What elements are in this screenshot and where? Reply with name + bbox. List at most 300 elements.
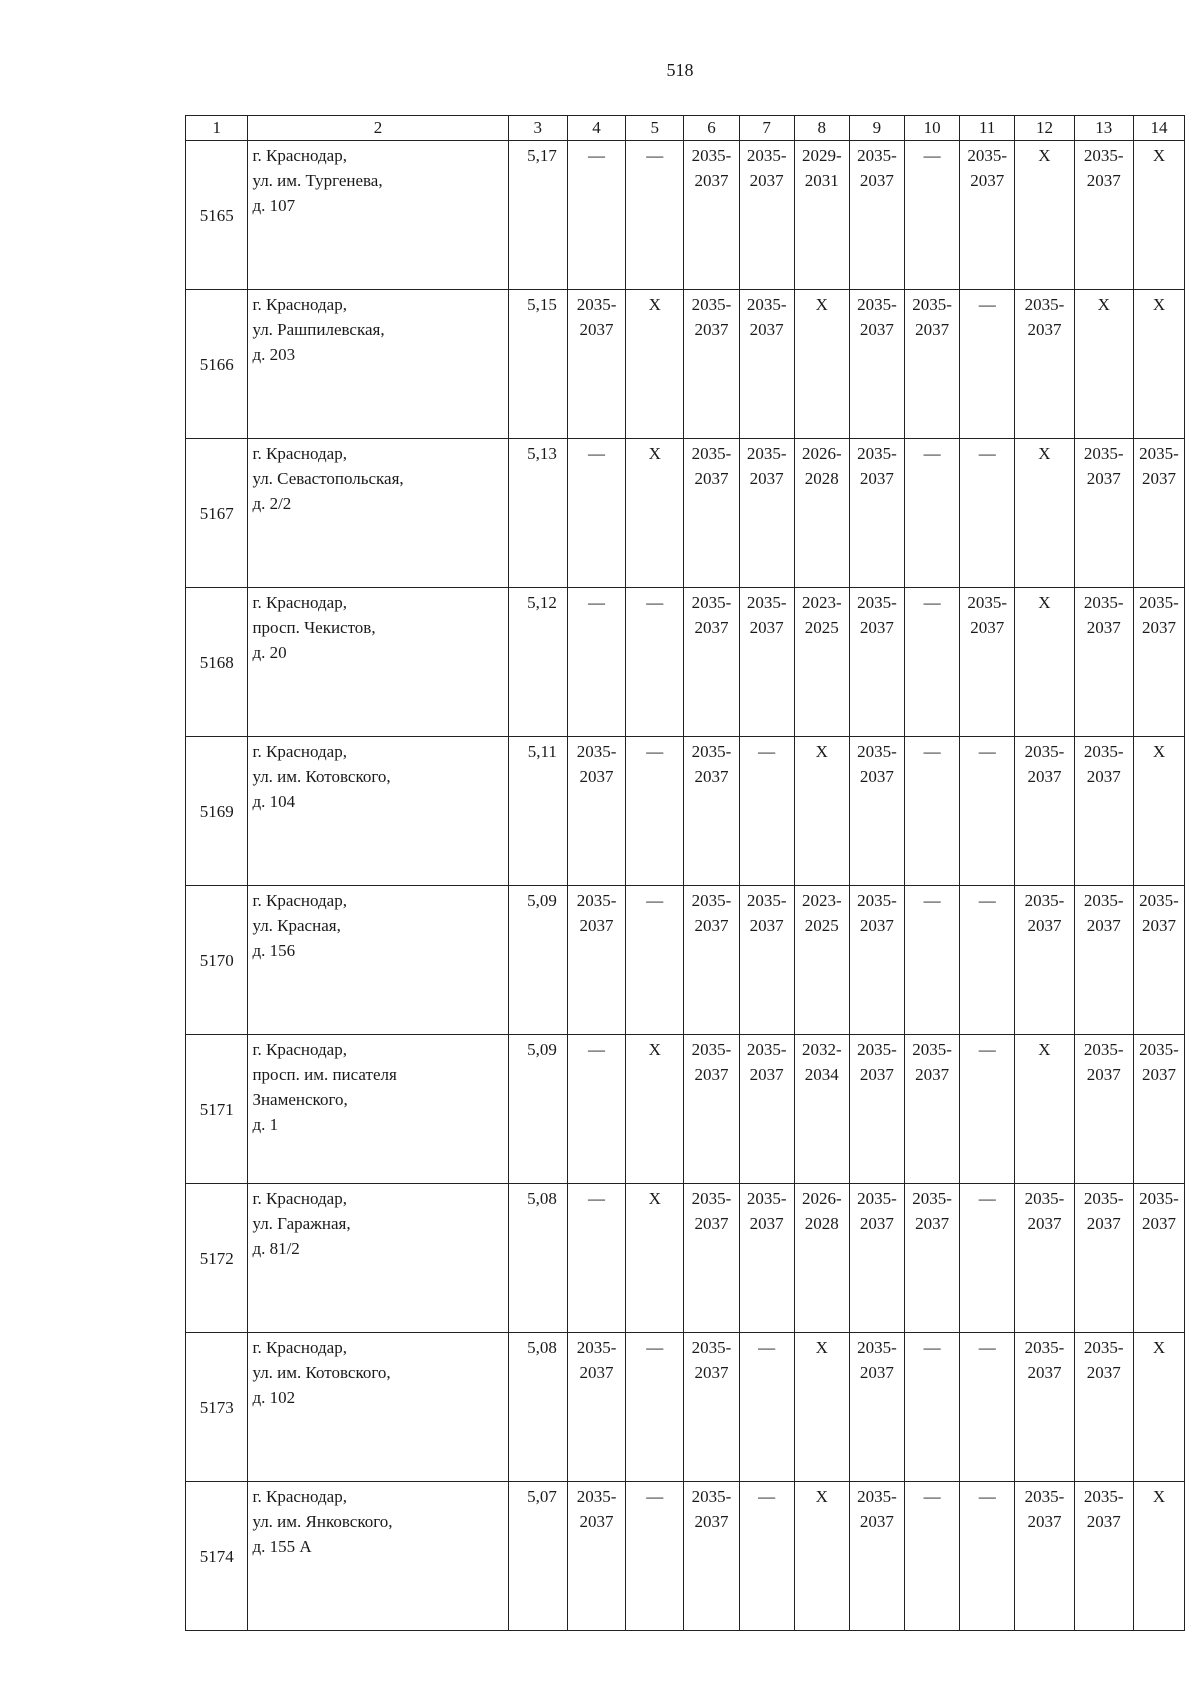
table-row	[186, 439, 1185, 588]
cell-col-14	[1133, 1035, 1184, 1184]
table-row	[186, 737, 1185, 886]
column-header-7: 7	[739, 116, 794, 141]
cell-col-14	[1133, 290, 1184, 439]
address-line: д. 2/2	[252, 494, 292, 513]
cell-col-10	[905, 737, 960, 886]
address-line: д. 107	[252, 196, 296, 215]
cell-value: 2035-	[746, 146, 787, 165]
address-line: д. 155 А	[252, 1537, 312, 1556]
cell-value: X	[1152, 1338, 1166, 1357]
cell-value: 2035-	[1083, 1040, 1124, 1059]
cell-value: —	[646, 593, 664, 612]
cell-value: 2035-	[857, 891, 897, 910]
cell-col-10	[905, 290, 960, 439]
cell-value: 2035-	[1083, 1338, 1124, 1357]
cell-value: X	[1152, 742, 1166, 761]
cell-value: —	[758, 742, 776, 761]
cell-value: —	[923, 1338, 941, 1357]
cell-col-6	[684, 1482, 739, 1631]
cell-value: 2035-	[857, 742, 897, 761]
cell-value: —	[588, 146, 606, 165]
cell-col-9	[849, 588, 904, 737]
cell-value: 2037	[1086, 171, 1121, 190]
cell-col-14	[1133, 886, 1184, 1035]
cell-value: —	[588, 1189, 606, 1208]
row-address	[248, 1333, 508, 1482]
cell-col-3: 5,08	[508, 1333, 567, 1482]
cell-value: —	[923, 146, 941, 165]
cell-value: 2037	[1086, 767, 1121, 786]
address-line: ул. Рашпилевская,	[252, 320, 385, 339]
cell-col-8	[794, 439, 849, 588]
cell-value: 2035-	[576, 295, 617, 314]
cell-value: 2037	[859, 618, 894, 637]
cell-value: 2035-	[967, 146, 1008, 165]
cell-col-6	[684, 141, 739, 290]
cell-value: —	[978, 295, 996, 314]
cell-col-3: 5,12	[508, 588, 567, 737]
cell-value: 2037	[1086, 1065, 1121, 1084]
cell-value: 2025	[804, 618, 839, 637]
cell-value: 2035-	[1083, 1487, 1124, 1506]
cell-col-4	[567, 886, 625, 1035]
address-line: г. Краснодар,	[252, 1338, 347, 1357]
cell-col-8	[794, 290, 849, 439]
cell-col-4	[567, 737, 625, 886]
cell-value: 2026-	[801, 1189, 842, 1208]
column-header-13: 13	[1074, 116, 1133, 141]
cell-value: 2037	[859, 320, 894, 339]
cell-value: 2035-	[691, 1189, 732, 1208]
cell-value: 2031	[804, 171, 839, 190]
cell-col-7	[739, 141, 794, 290]
cell-value: 2035-	[691, 891, 732, 910]
cell-value: —	[646, 742, 664, 761]
cell-col-10	[905, 886, 960, 1035]
cell-col-11	[960, 1333, 1015, 1482]
cell-col-14	[1133, 588, 1184, 737]
cell-value: 2035-	[912, 1189, 952, 1208]
address-line: д. 203	[252, 345, 296, 364]
cell-col-7	[739, 439, 794, 588]
cell-value: 2037	[579, 1512, 614, 1531]
cell-value: 2035-	[691, 1338, 732, 1357]
cell-value: X	[1152, 295, 1166, 314]
cell-value: 2037	[915, 320, 950, 339]
cell-col-6	[684, 1333, 739, 1482]
row-address	[248, 290, 508, 439]
cell-col-9	[849, 737, 904, 886]
cell-value: 2037	[970, 171, 1005, 190]
address-line: просп. Чекистов,	[252, 618, 376, 637]
cell-col-7	[739, 886, 794, 1035]
cell-value: 2037	[970, 618, 1005, 637]
cell-value: —	[923, 1487, 941, 1506]
column-header-10: 10	[905, 116, 960, 141]
cell-col-6	[684, 1035, 739, 1184]
cell-col-3: 5,07	[508, 1482, 567, 1631]
cell-value: —	[978, 1189, 996, 1208]
table-row	[186, 290, 1185, 439]
cell-value: 2035-	[1083, 146, 1124, 165]
cell-value: —	[978, 1487, 996, 1506]
row-address	[248, 886, 508, 1035]
cell-col-9	[849, 1035, 904, 1184]
cell-col-7	[739, 1333, 794, 1482]
cell-value: 2037	[694, 618, 729, 637]
cell-col-8	[794, 737, 849, 886]
cell-col-4	[567, 141, 625, 290]
cell-col-12	[1015, 439, 1074, 588]
cell-col-7	[739, 1184, 794, 1333]
row-address	[248, 1184, 508, 1333]
cell-value: 2035-	[746, 1189, 787, 1208]
cell-value: 2037	[579, 767, 614, 786]
cell-col-12	[1015, 886, 1074, 1035]
address-line: г. Краснодар,	[252, 891, 347, 910]
row-number: 5173	[186, 1333, 248, 1482]
cell-col-13	[1074, 141, 1133, 290]
cell-value: 2037	[915, 1065, 950, 1084]
row-number: 5168	[186, 588, 248, 737]
cell-value: X	[1097, 295, 1110, 314]
address-line: г. Краснодар,	[252, 1189, 347, 1208]
address-line: г. Краснодар,	[252, 295, 347, 314]
cell-value: X	[815, 295, 828, 314]
cell-value: 2037	[1027, 916, 1062, 935]
cell-value: 2035-	[746, 891, 787, 910]
cell-col-3: 5,13	[508, 439, 567, 588]
address-line: ул. им. Котовского,	[252, 1363, 391, 1382]
cell-col-7	[739, 737, 794, 886]
cell-value: 2037	[694, 1214, 729, 1233]
row-number: 5174	[186, 1482, 248, 1631]
cell-col-3: 5,17	[508, 141, 567, 290]
row-number: 5167	[186, 439, 248, 588]
cell-col-7	[739, 290, 794, 439]
table-row	[186, 1035, 1185, 1184]
cell-col-8	[794, 1333, 849, 1482]
row-number: 5170	[186, 886, 248, 1035]
cell-value: 2035-	[1139, 593, 1179, 612]
column-header-14: 14	[1133, 116, 1184, 141]
cell-col-4	[567, 1482, 625, 1631]
cell-col-12	[1015, 1333, 1074, 1482]
row-address	[248, 439, 508, 588]
cell-col-9	[849, 439, 904, 588]
cell-value: —	[646, 146, 664, 165]
cell-col-13	[1074, 1035, 1133, 1184]
cell-col-5	[626, 886, 684, 1035]
cell-col-12	[1015, 290, 1074, 439]
cell-value: X	[815, 742, 828, 761]
cell-value: 2035-	[857, 1040, 897, 1059]
cell-value: X	[1152, 1487, 1166, 1506]
cell-value: 2035-	[1139, 1189, 1179, 1208]
column-header-2: 2	[248, 116, 508, 141]
cell-value: 2035-	[1024, 891, 1065, 910]
address-line: г. Краснодар,	[252, 593, 347, 612]
cell-value: 2037	[694, 469, 729, 488]
cell-value: —	[646, 891, 664, 910]
cell-value: 2037	[1086, 1363, 1121, 1382]
cell-col-9	[849, 141, 904, 290]
cell-value: 2028	[804, 1214, 839, 1233]
cell-col-11	[960, 1482, 1015, 1631]
cell-col-10	[905, 588, 960, 737]
cell-col-4	[567, 588, 625, 737]
cell-value: 2037	[749, 1065, 784, 1084]
cell-value: —	[588, 1040, 606, 1059]
cell-value: 2037	[1086, 916, 1121, 935]
cell-col-10	[905, 1333, 960, 1482]
address-line: д. 1	[252, 1115, 279, 1134]
cell-col-3: 5,15	[508, 290, 567, 439]
cell-col-11	[960, 439, 1015, 588]
cell-col-8	[794, 141, 849, 290]
cell-value: 2037	[749, 618, 784, 637]
cell-value: 2029-	[801, 146, 842, 165]
cell-value: —	[978, 444, 996, 463]
cell-col-12	[1015, 1184, 1074, 1333]
cell-col-8	[794, 588, 849, 737]
cell-value: 2035-	[857, 1487, 897, 1506]
cell-col-13	[1074, 439, 1133, 588]
cell-col-6	[684, 290, 739, 439]
cell-value: —	[646, 1338, 664, 1357]
cell-col-8	[794, 1184, 849, 1333]
cell-col-9	[849, 290, 904, 439]
cell-value: —	[923, 742, 941, 761]
address-line: д. 81/2	[252, 1239, 300, 1258]
address-line: г. Краснодар,	[252, 1040, 347, 1059]
cell-value: X	[1038, 1040, 1051, 1059]
cell-value: 2037	[694, 1065, 729, 1084]
cell-value: 2037	[749, 916, 784, 935]
cell-col-5	[626, 1333, 684, 1482]
cell-col-5	[626, 1482, 684, 1631]
cell-col-11	[960, 588, 1015, 737]
cell-value: 2025	[804, 916, 839, 935]
cell-value: 2037	[1141, 618, 1176, 637]
address-line: ул. им. Тургенева,	[252, 171, 383, 190]
address-line: ул. Гаражная,	[252, 1214, 351, 1233]
column-header-11: 11	[960, 116, 1015, 141]
cell-col-14	[1133, 737, 1184, 886]
cell-col-6	[684, 1184, 739, 1333]
cell-value: —	[923, 891, 941, 910]
cell-col-8	[794, 886, 849, 1035]
cell-value: 2037	[694, 320, 729, 339]
cell-value: 2037	[859, 1512, 894, 1531]
cell-value: 2037	[859, 1065, 894, 1084]
cell-col-13	[1074, 886, 1133, 1035]
header-row	[186, 116, 1185, 141]
cell-value: 2037	[1086, 618, 1121, 637]
column-header-9: 9	[849, 116, 904, 141]
cell-col-12	[1015, 588, 1074, 737]
cell-value: 2035-	[857, 295, 897, 314]
address-line: г. Краснодар,	[252, 146, 347, 165]
cell-col-7	[739, 588, 794, 737]
cell-value: 2035-	[1083, 742, 1124, 761]
cell-col-14	[1133, 439, 1184, 588]
cell-value: 2032-	[801, 1040, 842, 1059]
cell-value: 2037	[859, 1363, 894, 1382]
cell-col-10	[905, 439, 960, 588]
cell-col-11	[960, 1184, 1015, 1333]
row-number: 5165	[186, 141, 248, 290]
cell-value: 2035-	[1139, 891, 1179, 910]
cell-col-12	[1015, 1035, 1074, 1184]
cell-value: 2035-	[857, 1189, 897, 1208]
cell-col-14	[1133, 1184, 1184, 1333]
cell-col-7	[739, 1482, 794, 1631]
column-header-6: 6	[684, 116, 739, 141]
cell-value: X	[815, 1338, 828, 1357]
cell-value: 2035-	[857, 593, 897, 612]
cell-col-13	[1074, 1482, 1133, 1631]
cell-value: 2035-	[691, 742, 732, 761]
column-header-3: 3	[508, 116, 567, 141]
cell-col-14	[1133, 1482, 1184, 1631]
table-row	[186, 886, 1185, 1035]
cell-value: 2035-	[1024, 1189, 1065, 1208]
cell-col-14	[1133, 141, 1184, 290]
cell-value: 2037	[579, 916, 614, 935]
cell-value: 2035-	[1083, 891, 1124, 910]
cell-col-4	[567, 290, 625, 439]
cell-value: 2035-	[691, 593, 732, 612]
cell-value: 2037	[859, 767, 894, 786]
cell-col-8	[794, 1482, 849, 1631]
cell-value: 2037	[1086, 1214, 1121, 1233]
cell-col-6	[684, 588, 739, 737]
cell-value: 2037	[1027, 1512, 1062, 1531]
cell-value: X	[1038, 146, 1051, 165]
cell-col-5	[626, 1184, 684, 1333]
cell-col-13	[1074, 737, 1133, 886]
cell-col-6	[684, 737, 739, 886]
cell-value: X	[1038, 593, 1051, 612]
address-line: г. Краснодар,	[252, 444, 347, 463]
cell-value: 2037	[859, 1214, 894, 1233]
cell-value: 2035-	[576, 1338, 617, 1357]
data-table	[185, 115, 1185, 1631]
cell-col-4	[567, 1184, 625, 1333]
cell-value: X	[648, 444, 661, 463]
cell-col-4	[567, 1333, 625, 1482]
cell-value: X	[648, 1040, 661, 1059]
cell-value: 2035-	[746, 444, 787, 463]
cell-value: —	[646, 1487, 664, 1506]
cell-col-3: 5,08	[508, 1184, 567, 1333]
cell-value: 2037	[694, 1363, 729, 1382]
cell-value: 2035-	[691, 146, 732, 165]
cell-col-9	[849, 886, 904, 1035]
cell-col-10	[905, 141, 960, 290]
table-body	[186, 116, 1185, 1631]
cell-value: 2035-	[691, 444, 732, 463]
column-header-12: 12	[1015, 116, 1074, 141]
cell-col-6	[684, 886, 739, 1035]
cell-col-13	[1074, 588, 1133, 737]
cell-value: 2035-	[746, 295, 787, 314]
cell-value: X	[648, 1189, 661, 1208]
cell-value: 2037	[1141, 916, 1176, 935]
table-row	[186, 588, 1185, 737]
cell-value: 2035-	[576, 891, 617, 910]
address-line: просп. им. писателя	[252, 1065, 397, 1084]
cell-value: 2035-	[1139, 1040, 1179, 1059]
cell-value: 2037	[1027, 767, 1062, 786]
cell-value: 2035-	[967, 593, 1008, 612]
cell-value: 2035-	[746, 593, 787, 612]
table-row	[186, 141, 1185, 290]
cell-col-3: 5,11	[508, 737, 567, 886]
cell-value: 2035-	[1024, 295, 1065, 314]
cell-value: 2037	[749, 1214, 784, 1233]
cell-value: 2037	[1141, 1065, 1176, 1084]
table-row	[186, 1184, 1185, 1333]
cell-value: 2037	[579, 1363, 614, 1382]
cell-value: 2035-	[857, 444, 897, 463]
address-line: д. 20	[252, 643, 287, 662]
cell-value: 2037	[749, 171, 784, 190]
column-header-8: 8	[794, 116, 849, 141]
cell-col-9	[849, 1482, 904, 1631]
cell-col-4	[567, 1035, 625, 1184]
cell-value: 2037	[749, 469, 784, 488]
cell-value: 2037	[1141, 1214, 1176, 1233]
cell-col-10	[905, 1482, 960, 1631]
row-address	[248, 1482, 508, 1631]
address-line: г. Краснодар,	[252, 1487, 347, 1506]
cell-col-9	[849, 1333, 904, 1482]
address-line: г. Краснодар,	[252, 742, 347, 761]
cell-value: 2037	[1086, 1512, 1121, 1531]
cell-col-8	[794, 1035, 849, 1184]
cell-value: 2035-	[1024, 1338, 1065, 1357]
cell-col-5	[626, 588, 684, 737]
cell-col-14	[1133, 1333, 1184, 1482]
cell-value: 2037	[1027, 1214, 1062, 1233]
cell-col-11	[960, 737, 1015, 886]
column-header-4: 4	[567, 116, 625, 141]
cell-value: 2035-	[746, 1040, 787, 1059]
cell-value: X	[1152, 146, 1166, 165]
cell-value: 2035-	[912, 1040, 952, 1059]
column-header-5: 5	[626, 116, 684, 141]
cell-value: —	[978, 891, 996, 910]
cell-value: 2037	[859, 171, 894, 190]
cell-col-4	[567, 439, 625, 588]
cell-value: —	[978, 1338, 996, 1357]
row-address	[248, 1035, 508, 1184]
cell-col-5	[626, 1035, 684, 1184]
cell-value: 2035-	[1083, 593, 1124, 612]
cell-value: —	[758, 1338, 776, 1357]
cell-col-10	[905, 1035, 960, 1184]
address-line: ул. Севастопольская,	[252, 469, 404, 488]
address-line: д. 104	[252, 792, 296, 811]
cell-value: —	[758, 1487, 776, 1506]
cell-value: 2035-	[1024, 1487, 1065, 1506]
cell-value: X	[1038, 444, 1051, 463]
column-header-1: 1	[186, 116, 248, 141]
cell-col-6	[684, 439, 739, 588]
cell-col-12	[1015, 737, 1074, 886]
